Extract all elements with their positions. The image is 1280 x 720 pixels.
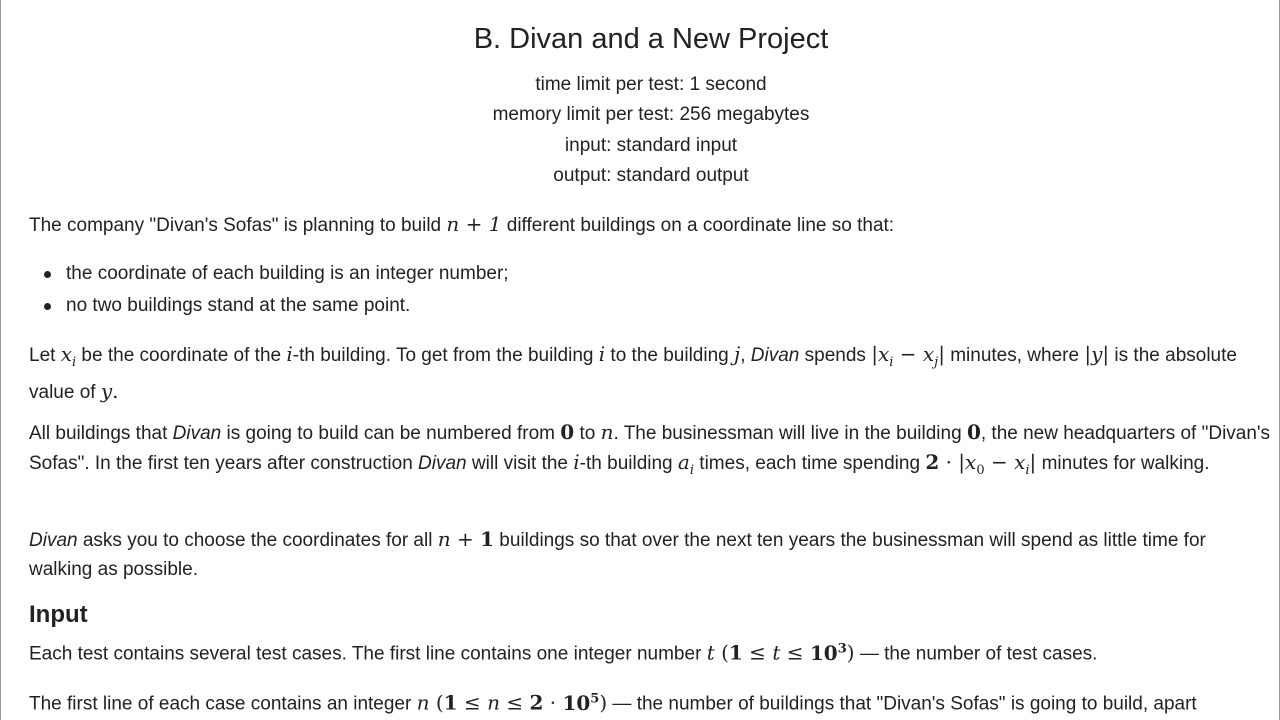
input-paragraph-1: Each test contains several test cases. The first line contains one integer number t $(1 \le t \le 10^3)$ — the number of test cases. bbox=[29, 640, 1098, 665]
math-a-i: $a_i$ bbox=[677, 450, 695, 478]
statement-paragraph-1: The company "Divan's Sofas" is planning to build n + 1 different buildings on a coordinate line so that: bbox=[29, 212, 895, 236]
math-expression: n bbox=[437, 527, 451, 551]
input-heading: Input bbox=[29, 601, 88, 628]
statement-paragraph-3: All buildings that Divan is going to build can be numbered from 0 to n. The businessman will live in the building 0, the new headquarters of "Divan's Sofas". In the first ten years after construction Divan will visit the i-th building $a_i$ times, each time spending $2 \cdot |x_0 - x_i|$ minutes for walking. bbox=[29, 420, 1271, 478]
math-i: i bbox=[598, 342, 606, 366]
output-spec: output: standard output bbox=[553, 164, 749, 186]
math-n: n bbox=[416, 690, 430, 715]
list-item: the coordinate of each building is an integer number; bbox=[29, 258, 509, 290]
math-y: y bbox=[100, 379, 113, 403]
input-paragraph-2: The first line of each case contains an integer n $(1 \le n \le 2 \cdot 10^5)$ — the number of buildings that "Divan's Sofas" is going to build, apart bbox=[29, 690, 1197, 715]
math-abs-y: |y| bbox=[1084, 342, 1110, 366]
math-i: i bbox=[573, 450, 580, 474]
math-i: i bbox=[286, 342, 293, 366]
math-zero: 0 bbox=[966, 420, 981, 444]
statement-paragraph-2: Let $x_i$ be the coordinate of the i-th building. To get from the building i to the building j, Divan spends $|x_i - x_j|$ minutes, where |y| is the absolute value of y. bbox=[29, 342, 1237, 403]
math-zero: 0 bbox=[560, 420, 575, 444]
input-spec: input: standard input bbox=[564, 134, 738, 156]
math-t: t bbox=[706, 640, 715, 665]
math-cost: $2 \cdot |x_0 - x_i|$ bbox=[925, 450, 1037, 478]
problem-statement bbox=[29, 0, 1273, 715]
math-t-range: $(1 \le t \le 10^3)$ bbox=[714, 640, 855, 665]
statement-paragraph-4: Divan asks you to choose the coordinates for all n + 1 buildings so that over the next ten years the businessman will spend as little time for walking as possible. bbox=[29, 527, 1206, 580]
math-j: j bbox=[734, 342, 741, 366]
math-x-i: $x_i$ bbox=[60, 342, 77, 370]
memory-limit: memory limit per test: 256 megabytes bbox=[492, 104, 810, 126]
math-n-range: $(1 \le n \le 2 \cdot 10^5)$ bbox=[429, 690, 608, 715]
math-expression: n + 1 bbox=[446, 212, 502, 236]
problem-limits bbox=[29, 70, 1273, 191]
math-distance: $|x_i - x_j|$ bbox=[871, 342, 945, 370]
conditions-list bbox=[29, 258, 509, 322]
problem-title: B. Divan and a New Project bbox=[473, 23, 829, 55]
list-item: no two buildings stand at the same point. bbox=[29, 290, 509, 322]
time-limit: time limit per test: 1 second bbox=[535, 74, 767, 95]
math-n: n bbox=[600, 420, 614, 444]
